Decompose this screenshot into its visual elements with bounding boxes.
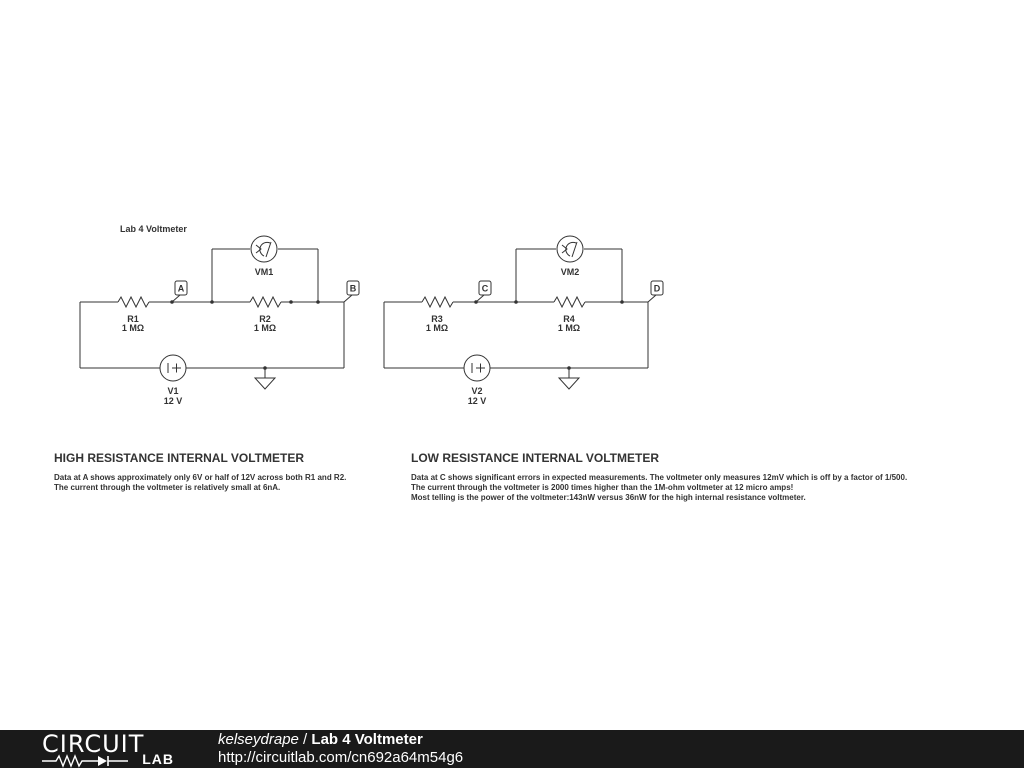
r3-value: 1 MΩ (425, 323, 449, 333)
circuit-url-link[interactable]: http://circuitlab.com/cn692a64m54g6 (218, 749, 464, 766)
r4-name: R4 (563, 314, 575, 324)
logo-circuit-text: CIRCUIT (42, 730, 145, 758)
resistor-r2-zigzag (250, 297, 281, 307)
probe-b-lead (344, 295, 352, 302)
title-separator: / (298, 731, 312, 748)
probe-c-label: C (481, 283, 489, 294)
v1-value: 12 V (163, 396, 183, 406)
probe-b-label: B (349, 283, 357, 294)
r3-name: R3 (431, 314, 443, 324)
footer-bar (0, 730, 1024, 768)
voltmeter-vm1-icon (251, 236, 277, 262)
circuitlab-logo[interactable] (42, 732, 174, 766)
vm2-label: VM2 (560, 267, 580, 277)
probe-d-lead (648, 295, 656, 302)
r1-value: 1 MΩ (121, 323, 145, 333)
high-resistance-line: Data at A shows approximately only 6V or half of 12V across both R1 and R2. (54, 473, 347, 482)
schematic-title: Lab 4 Voltmeter (120, 224, 187, 234)
voltmeter-vm2-icon (557, 236, 583, 262)
high-resistance-line: The current through the voltmeter is relatively small at 6nA. (54, 483, 281, 492)
high-resistance-heading: HIGH RESISTANCE INTERNAL VOLTMETER (54, 451, 305, 465)
logo-lab-text: LAB (142, 751, 174, 767)
resistor-r1-zigzag (118, 297, 149, 307)
probe-d-label: D (653, 283, 661, 294)
vm1-label: VM1 (254, 267, 274, 277)
low-resistance-line: The current through the voltmeter is 2000 times higher than the 1M-ohm voltmeter at 12 micro amps! (411, 483, 794, 492)
probe-a-label: A (177, 283, 185, 294)
circuit-2 (384, 236, 663, 389)
high-resistance-section (54, 451, 394, 493)
circuit-1 (80, 236, 359, 389)
v1-name: V1 (167, 386, 179, 396)
circuit-name[interactable]: Lab 4 Voltmeter (311, 731, 423, 748)
r2-name: R2 (259, 314, 271, 324)
footer-title (218, 731, 423, 749)
resistor-r3-zigzag (422, 297, 453, 307)
r1-name: R1 (127, 314, 139, 324)
low-resistance-heading: LOW RESISTANCE INTERNAL VOLTMETER (411, 451, 659, 465)
v2-name: V2 (471, 386, 483, 396)
v2-value: 12 V (467, 396, 487, 406)
r4-value: 1 MΩ (557, 323, 581, 333)
low-resistance-line: Data at C shows significant errors in expected measurements. The voltmeter only measures 12mV which is off by a factor of 1/500. (411, 473, 908, 482)
logo-resistor-diode-icon (42, 754, 132, 768)
resistor-r4-zigzag (554, 297, 585, 307)
low-resistance-line: Most telling is the power of the voltmeter:143nW versus 36nW for the high internal resistance voltmeter. (411, 493, 806, 502)
author-link[interactable]: kelseydrape (218, 731, 299, 748)
low-resistance-section (411, 451, 1011, 503)
r2-value: 1 MΩ (253, 323, 277, 333)
